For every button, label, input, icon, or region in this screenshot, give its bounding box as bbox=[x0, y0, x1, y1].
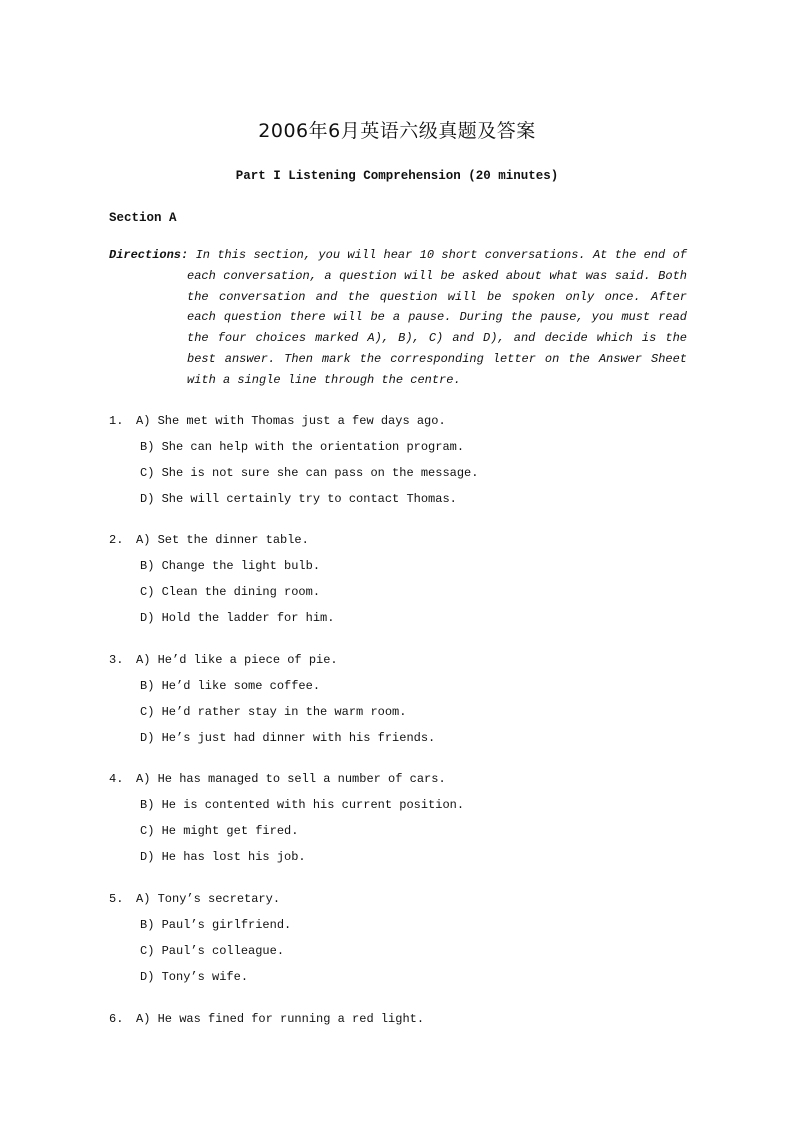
directions-text: In this section, you will hear 10 short conversations. At the end of each conversation, a question will be asked about what was said. Both the conversation and the question will be spoken only once. After each question there will be a pause. During the pause, you must read the four choices marked A), B), C) and D), and decide which is the best answer. Then mark the corresponding letter on the Answer Sheet with a single line through the centre. bbox=[187, 248, 687, 387]
question-5-option-a bbox=[109, 886, 669, 912]
option-text: A) She met with Thomas just a few days ago. bbox=[136, 414, 446, 428]
question-2 bbox=[109, 527, 669, 631]
option-text: C) He might get fired. bbox=[140, 824, 299, 838]
option-text: C) Clean the dining room. bbox=[140, 585, 321, 599]
option-text: C) Paul’s colleague. bbox=[140, 944, 285, 958]
question-2-option-b bbox=[109, 553, 669, 579]
question-3 bbox=[109, 647, 669, 751]
question-number: 3. bbox=[109, 653, 124, 667]
option-text: D) He has lost his job. bbox=[140, 850, 306, 864]
page-title: 2006年6月英语六级真题及答案 bbox=[258, 120, 536, 142]
question-3-option-b bbox=[109, 673, 669, 699]
question-1-option-b bbox=[109, 434, 669, 460]
option-text: B) Change the light bulb. bbox=[140, 559, 321, 573]
question-number: 4. bbox=[109, 772, 124, 786]
question-3-option-d bbox=[109, 725, 669, 751]
option-text: A) He has managed to sell a number of cars. bbox=[136, 772, 446, 786]
question-1-option-c bbox=[109, 460, 669, 486]
question-6 bbox=[109, 1006, 669, 1032]
option-text: D) Tony’s wife. bbox=[140, 970, 249, 984]
question-number: 6. bbox=[109, 1012, 124, 1026]
directions-paragraph bbox=[109, 245, 687, 391]
question-number: 2. bbox=[109, 533, 124, 547]
question-5 bbox=[109, 886, 669, 990]
question-4-option-a bbox=[109, 766, 669, 792]
option-text: A) He’d like a piece of pie. bbox=[136, 653, 338, 667]
question-4-option-d bbox=[109, 844, 669, 870]
option-text: A) Set the dinner table. bbox=[136, 533, 309, 547]
option-text: C) She is not sure she can pass on the message. bbox=[140, 466, 479, 480]
question-4-option-b bbox=[109, 792, 669, 818]
option-text: B) Paul’s girlfriend. bbox=[140, 918, 292, 932]
question-3-option-c bbox=[109, 699, 669, 725]
question-6-option-a bbox=[109, 1006, 669, 1032]
question-2-option-d bbox=[109, 605, 669, 631]
question-1-option-a bbox=[109, 408, 669, 434]
option-text: D) Hold the ladder for him. bbox=[140, 611, 335, 625]
question-5-option-c bbox=[109, 938, 669, 964]
question-4-option-c bbox=[109, 818, 669, 844]
question-number: 1. bbox=[109, 414, 124, 428]
question-5-option-d bbox=[109, 964, 669, 990]
question-number: 5. bbox=[109, 892, 124, 906]
option-text: D) She will certainly try to contact Thomas. bbox=[140, 492, 457, 506]
question-4 bbox=[109, 766, 669, 870]
section-heading: Section A bbox=[109, 211, 177, 225]
option-text: D) He’s just had dinner with his friends. bbox=[140, 731, 436, 745]
question-2-option-a bbox=[109, 527, 669, 553]
question-3-option-a bbox=[109, 647, 669, 673]
question-1 bbox=[109, 408, 669, 512]
part-heading: Part I Listening Comprehension (20 minutes) bbox=[235, 169, 559, 183]
question-1-option-d bbox=[109, 486, 669, 512]
option-text: A) Tony’s secretary. bbox=[136, 892, 281, 906]
question-2-option-c bbox=[109, 579, 669, 605]
question-5-option-b bbox=[109, 912, 669, 938]
option-text: B) He is contented with his current position. bbox=[140, 798, 465, 812]
option-text: B) He’d like some coffee. bbox=[140, 679, 321, 693]
directions-label: Directions: bbox=[109, 248, 189, 262]
option-text: C) He’d rather stay in the warm room. bbox=[140, 705, 407, 719]
option-text: A) He was fined for running a red light. bbox=[136, 1012, 425, 1026]
option-text: B) She can help with the orientation program. bbox=[140, 440, 465, 454]
